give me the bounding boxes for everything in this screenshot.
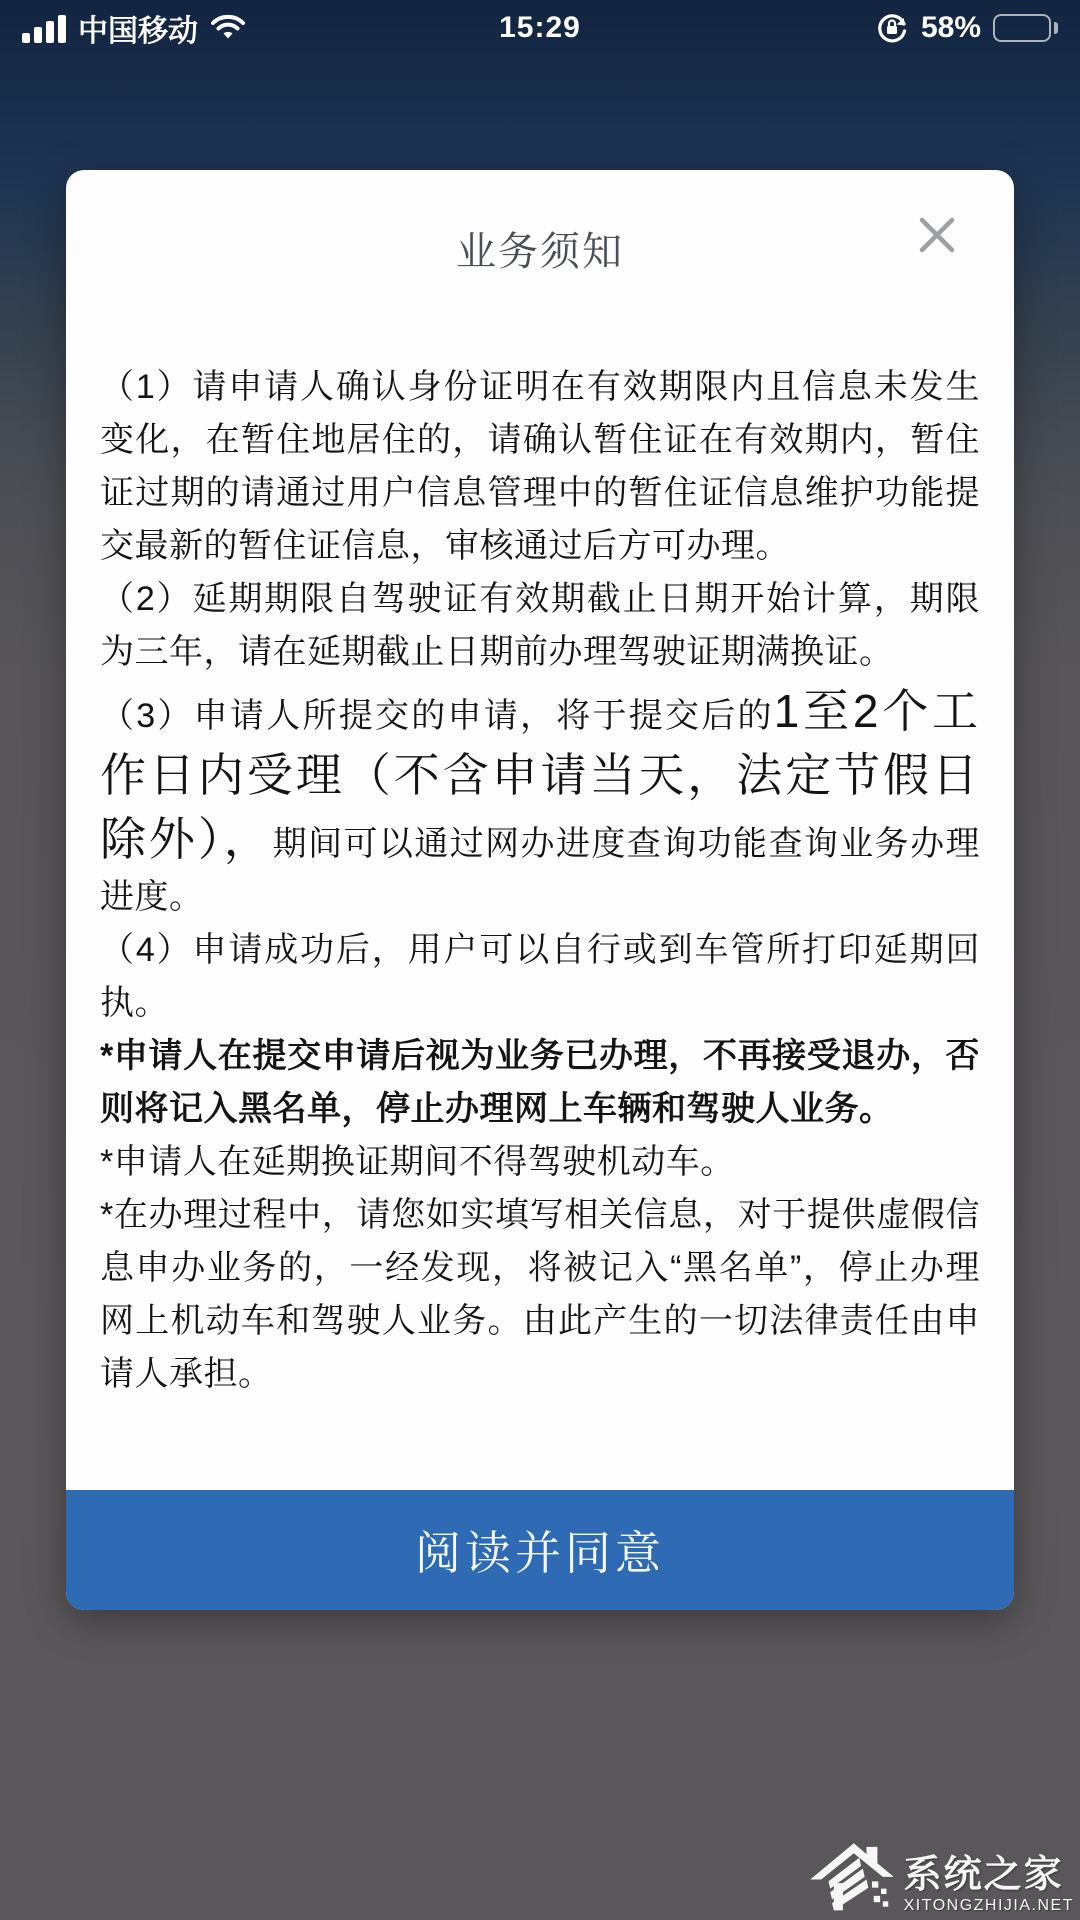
business-notice-modal: [66, 170, 1014, 1610]
notice-paragraph-3-start: （3）申请人所提交的申请，将于提交后的: [100, 697, 774, 735]
modal-header: [66, 170, 1014, 277]
close-icon: [914, 212, 960, 258]
notice-paragraph-3-large-text: 1至2个工作日内受理（不含申请当天，法定节假日除外），: [100, 685, 980, 865]
battery-percent-label: 58%: [920, 11, 981, 44]
status-bar-right: [875, 11, 1058, 45]
carrier-label: 中国移动: [78, 15, 198, 48]
notice-note-3: *在办理过程中，请您如实填写相关信息，对于提供虚假信息申办业务的，一经发现，将被记入“黑名单”，停止办理网上机动车和驾驶人业务。由此产生的一切法律责任由申请人承担。: [100, 1196, 980, 1393]
notice-paragraph-1: （1）请申请人确认身份证明在有效期限内且信息未发生变化，在暂住地居住的，请确认暂住证在有效期内，暂住证过期的请通过用户信息管理中的暂住证信息维护功能提交最新的暂住证信息，审核通过后方可办理。: [100, 368, 980, 565]
watermark-site-url: XITONGZHIJIA.NET: [903, 1897, 1074, 1914]
close-button[interactable]: [912, 210, 962, 260]
notice-note-bold: *申请人在提交申请后视为业务已办理，不再接受退办，否则将记入黑名单，停止办理网上车辆和驾驶人业务。: [100, 1037, 980, 1128]
status-bar-left: [22, 6, 246, 50]
watermark-text: [904, 1856, 1074, 1914]
notice-paragraph-3-end: 期间可以通过网办进度查询功能查询业务办理进度。: [100, 825, 981, 916]
watermark-house-logo-icon: [806, 1836, 898, 1914]
notice-note-2: *申请人在延期换证期间不得驾驶机动车。: [100, 1143, 735, 1181]
modal-title: 业务须知: [456, 230, 624, 274]
notice-text-body: [66, 361, 1014, 1401]
read-and-agree-button[interactable]: 阅读并同意: [66, 1490, 1014, 1610]
watermark-site-name: 系统之家: [903, 1854, 1064, 1896]
status-bar-clock: 15:29: [499, 11, 581, 44]
notice-paragraph-4: （4）申请成功后，用户可以自行或到车管所打印延期回执。: [100, 931, 980, 1022]
notice-paragraph-3: [100, 679, 980, 924]
notice-paragraph-2: （2）延期期限自驾驶证有效期截止日期开始计算，期限为三年，请在延期截止日期前办理驾驶证期满换证。: [100, 580, 980, 671]
battery-icon: [993, 14, 1058, 42]
wifi-icon: [210, 14, 246, 42]
cellular-signal-icon: [22, 13, 66, 43]
status-bar: [0, 0, 1080, 56]
orientation-lock-icon: [875, 11, 909, 45]
watermark: [806, 1836, 1074, 1914]
